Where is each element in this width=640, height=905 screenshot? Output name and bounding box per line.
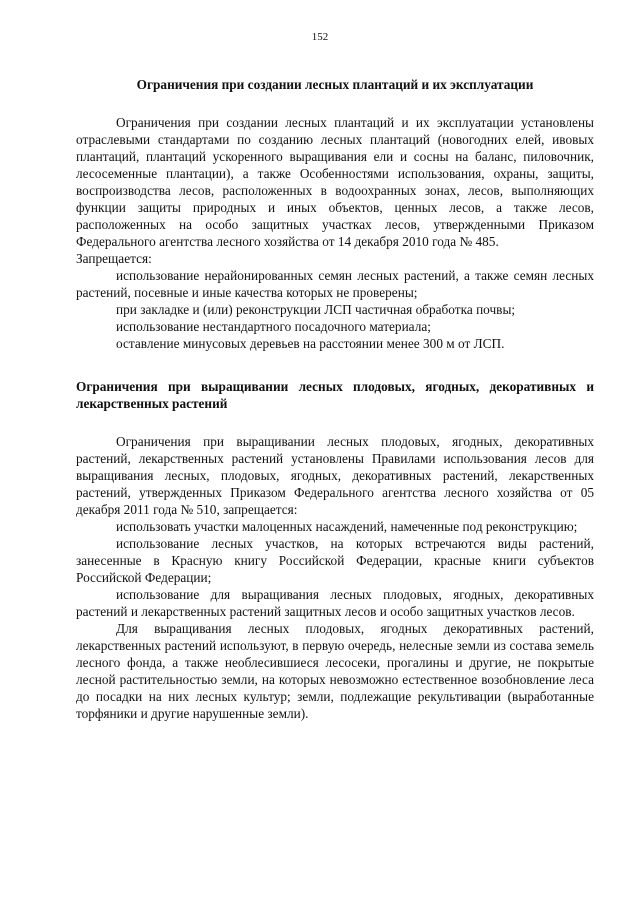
- paragraph: Для выращивания лесных плодовых, ягодных декоративных растений, лекарственных растений используют, в первую очередь, нелесные земли из состава земель лесного фонда, а также необлесившиеся лесосеки, прогалины и другие, не покрытые лесной растительностью земли, на которых невозможно естественное возобновление леса до посадки на них лесных культур; земли, подлежащие рекультивации (выработанные торфяники и другие нарушенные земли).: [76, 621, 594, 721]
- list-item: использование нестандартного посадочного материала;: [116, 319, 431, 334]
- section-heading: Ограничения при выращивании лесных плодовых, ягодных, декоративных и лекарственных растений: [76, 379, 594, 411]
- paragraph: Ограничения при выращивании лесных плодовых, ягодных, декоративных растений, лекарственных растений установлены Правилами использования лесов для выращивания лесных, плодовых, ягодных, декоративных растений, лекарственных растений, утвержденных Приказом Федерального агентства лесного хозяйства от 05 декабря 2011 года № 510, запрещается:: [76, 434, 594, 517]
- paragraph: Ограничения при создании лесных плантаций и их эксплуатации установлены отраслевыми стандартами по созданию лесных плантаций (новогодних елей, ивовых плантаций, плантаций ускоренного выращивания ели и сосны на баланс, пиловочник, лесосеменные плантации), а также Особенностями использования, охраны, защиты, воспроизводства лесов, расположенных в водоохранных зонах, лесов, выполняющих функции защиты природных и иных объектов, ценных лесов, а также лесов, расположенных на особо защитных участках лесов, утвержденными Приказом Федерального агентства лесного хозяйства от 14 декабря 2010 года № 485.: [76, 115, 594, 249]
- list-item: при закладке и (или) реконструкции ЛСП частичная обработка почвы;: [116, 302, 516, 317]
- page-content: [76, 76, 594, 722]
- section-heading: Ограничения при создании лесных плантаций и их эксплуатации: [136, 77, 534, 92]
- list-item: оставление минусовых деревьев на расстоянии менее 300 м от ЛСП.: [116, 336, 505, 351]
- page-number: 152: [311, 31, 329, 43]
- list-item: использование нерайонированных семян лесных растений, а также семян лесных растений, посевные и иные качества которых не проверены;: [76, 268, 594, 300]
- paragraph: Запрещается:: [76, 251, 152, 266]
- list-item: использовать участки малоценных насаждений, намеченные под реконструкцию;: [116, 519, 578, 534]
- list-item: использование для выращивания лесных плодовых, ягодных, декоративных растений и лекарственных растений защитных лесов и особо защитных участков лесов.: [76, 587, 594, 619]
- list-item: использование лесных участков, на которых встречаются виды растений, занесенные в Красную книгу Российской Федерации, красные книги субъектов Российской Федерации;: [76, 536, 594, 585]
